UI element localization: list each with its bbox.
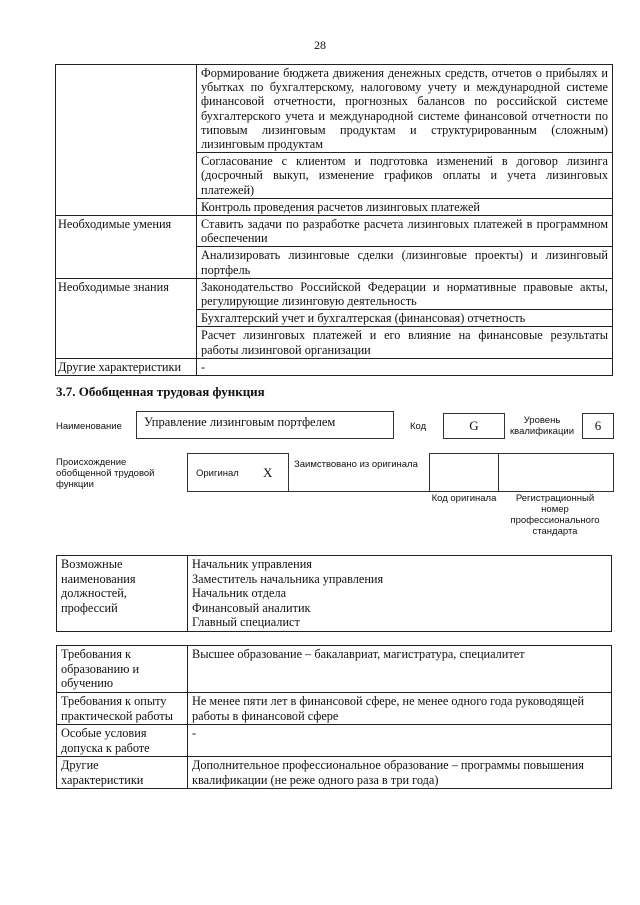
row-label: Необходимые знания (56, 278, 197, 358)
table-cell: Бухгалтерский учет и бухгалтерская (финансовая) отчетность (197, 310, 613, 327)
list-item: Заместитель начальника управления (192, 571, 384, 586)
table-row (57, 556, 612, 632)
row-label (56, 65, 197, 216)
level-value: 6 (594, 418, 602, 433)
positions-label: Возможные наименования должностей, профессий (57, 556, 188, 632)
work-function-table (55, 64, 613, 376)
list-item: Главный специалист (192, 615, 300, 629)
name-label: Наименование (56, 421, 122, 432)
row-label: Другие характеристики (56, 358, 197, 375)
table-cell: - (188, 725, 612, 757)
table-cell: Законодательство Российской Федерации и нормативные правовые акты, регулирующие лизинговую деятельность (197, 278, 613, 309)
row-label: Особые условия допуска к работе (57, 725, 188, 757)
row-label: Необходимые умения (56, 216, 197, 279)
name-field (136, 411, 394, 439)
table-cell: Контроль проведения расчетов лизинговых платежей (197, 198, 613, 215)
borrowed-label: Заимствовано из оригинала (294, 459, 418, 470)
row-label: Другие характеристики (57, 757, 188, 789)
table-cell: Высшее образование – бакалавриат, магистратура, специалитет (188, 646, 612, 693)
row-label: Требования к опыту практической работы (57, 693, 188, 725)
page-number: 28 (314, 38, 326, 52)
list-item: Начальник управления (192, 557, 312, 571)
name-value: Управление лизинговым портфелем (144, 415, 336, 429)
table-cell: Анализировать лизинговые сделки (лизинговые проекты) и лизинговый портфель (197, 247, 613, 278)
table-row (56, 216, 613, 247)
list-item: Начальник отдела (192, 586, 287, 600)
table-cell: Дополнительное профессиональное образование – программы повышения квалификации (не реже одного раза в три года) (188, 757, 612, 789)
table-row (57, 693, 612, 725)
row-label: Требования к образованию и обучению (57, 646, 188, 693)
code-value: G (469, 418, 479, 433)
origin-table (187, 453, 614, 492)
table-row (57, 646, 612, 693)
original-mark: X (263, 465, 273, 480)
table-row (57, 757, 612, 789)
original-label: Оригинал (196, 468, 239, 479)
positions-list (188, 556, 612, 632)
table-cell: Согласование с клиентом и подготовка изменений в договор лизинга (досрочный выкуп, изменение графиков оплаты и учета лизинговых платежей) (197, 153, 613, 199)
section-title: 3.7. Обобщенная трудовая функция (56, 384, 265, 399)
level-field (582, 413, 614, 439)
code-label: Код (410, 421, 427, 432)
table-cell: Ставить задачи по разработке расчета лизинговых платежей в программном обеспечении (197, 216, 613, 247)
list-item: Финансовый аналитик (192, 600, 311, 615)
table-cell: Формирование бюджета движения денежных средств, отчетов о прибылях и убытках по бухгалтерскому, налоговому учету и международной системе финансовой отчетности, прогнозных балансов по российской системе бухгалтерского учета и международной системе финансовой отчетности по типовым лизинговым продуктам и структурированным (сложным) лизинговым продуктам (197, 65, 613, 153)
requirements-table (56, 645, 612, 789)
table-cell: Расчет лизинговых платежей и его влияние на финансовые результаты работы лизинговой организации (197, 327, 613, 358)
positions-table (56, 555, 612, 632)
level-label: Уровень квалификации (509, 415, 575, 437)
code-original-label: Код оригинала (431, 493, 497, 504)
table-row (56, 358, 613, 375)
table-row (57, 725, 612, 757)
table-row (56, 278, 613, 309)
origin-label: Происхождение обобщенной трудовой функции (56, 457, 155, 490)
table-cell: Не менее пяти лет в финансовой сфере, не менее одного года руководящей работы в финансовой сфере (188, 693, 612, 725)
table-row (56, 65, 613, 153)
table-cell: - (197, 358, 613, 375)
code-field (443, 413, 505, 439)
reg-number-label: Регистрационный номер профессионального стандарта (510, 493, 600, 537)
